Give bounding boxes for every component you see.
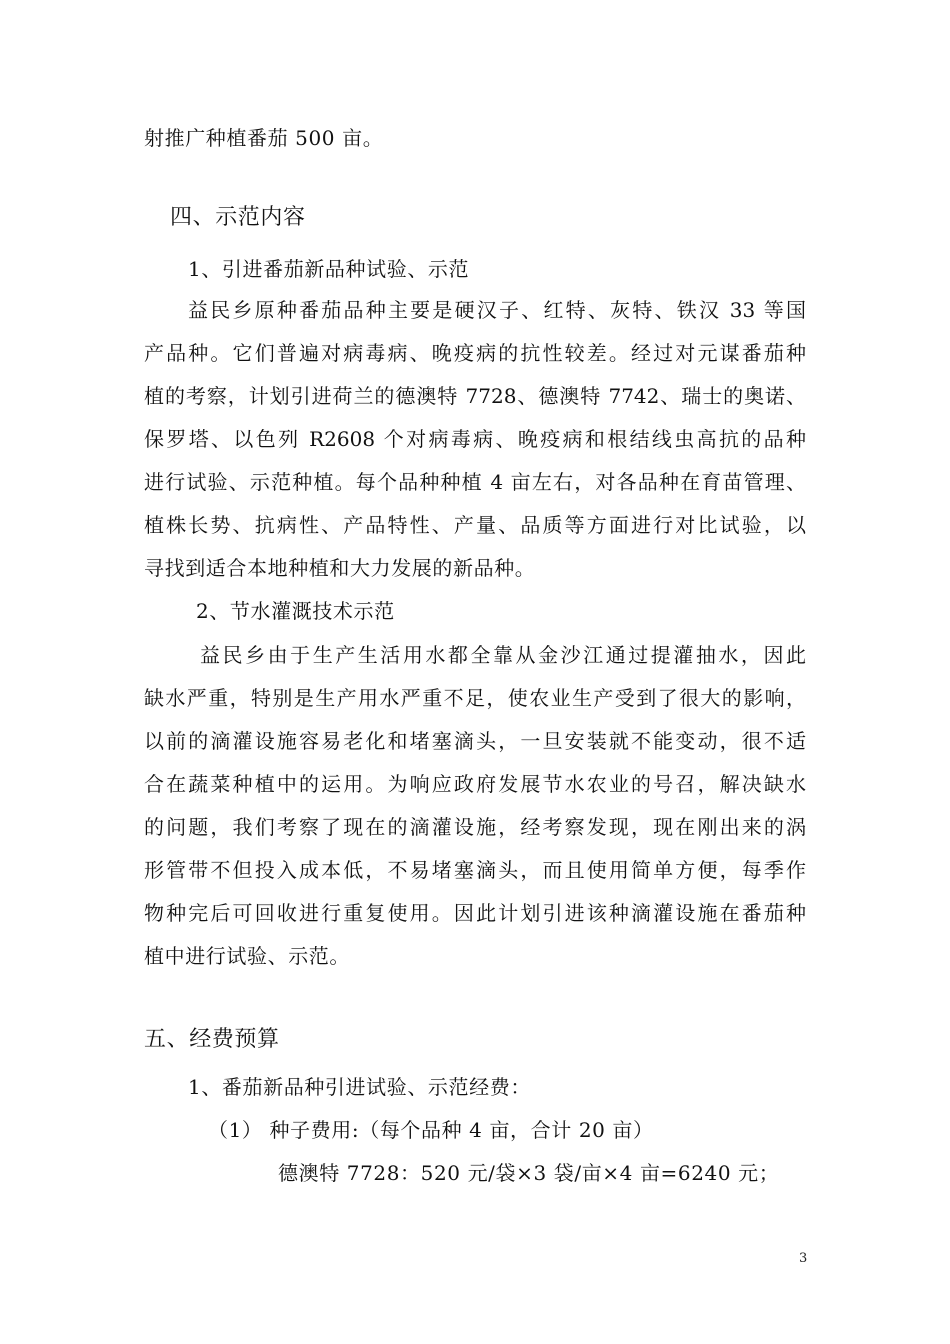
subsection-heading: 1、引进番茄新品种试验、示范 <box>188 257 470 281</box>
paragraph-line: 合在蔬菜种植中的运用。为响应政府发展节水农业的号召，解决缺水 <box>144 772 806 796</box>
paragraph-line: 植株长势、抗病性、产品特性、产量、品质等方面进行对比试验，以 <box>144 513 806 537</box>
paragraph-line: 物种完后可回收进行重复使用。因此计划引进该种滴灌设施在番茄种 <box>144 901 806 925</box>
paragraph-line: 射推广种植番茄 500 亩。 <box>144 126 384 150</box>
paragraph-line: 缺水严重，特别是生产用水严重不足，使农业生产受到了很大的影响， <box>144 686 806 710</box>
paragraph-line: 的问题，我们考察了现在的滴灌设施，经考察发现，现在刚出来的涡 <box>144 815 806 839</box>
paragraph-line: 益民乡原种番茄品种主要是硬汉子、红特、灰特、铁汉 33 等国 <box>188 298 806 322</box>
page-number: 3 <box>799 1251 808 1266</box>
paragraph-line: 植的考察，计划引进荷兰的德澳特 7728、德澳特 7742、瑞士的奥诺、 <box>144 384 806 408</box>
paragraph-line: 寻找到适合本地种植和大力发展的新品种。 <box>144 556 536 580</box>
subsection-heading: 1、番茄新品种引进试验、示范经费： <box>188 1075 531 1099</box>
paragraph-line: 形管带不但投入成本低，不易堵塞滴头，而且使用简单方便，每季作 <box>144 858 806 882</box>
section-heading: 四、示范内容 <box>170 205 306 230</box>
paragraph-line: 进行试验、示范种植。每个品种种植 4 亩左右，对各品种在育苗管理、 <box>144 470 806 494</box>
section-heading: 五、经费预算 <box>144 1027 280 1052</box>
paragraph-line: 产品种。它们普遍对病毒病、晚疫病的抗性较差。经过对元谋番茄种 <box>144 341 806 365</box>
paragraph-line: 植中进行试验、示范。 <box>144 944 350 968</box>
paragraph-line: 保罗塔、以色列 R2608 个对病毒病、晚疫病和根结线虫高抗的品种 <box>144 427 806 451</box>
paragraph-line: 益民乡由于生产生活用水都全靠从金沙江通过提灌抽水，因此 <box>200 643 806 667</box>
budget-detail: 德澳特 7728：520 元/袋×3 袋/亩×4 亩=6240 元； <box>278 1161 780 1185</box>
subsection-heading: 2、节水灌溉技术示范 <box>196 599 395 623</box>
budget-item: （1） 种子费用:（每个品种 4 亩，合计 20 亩） <box>208 1118 654 1142</box>
paragraph-line: 以前的滴灌设施容易老化和堵塞滴头，一旦安装就不能变动，很不适 <box>144 729 806 753</box>
